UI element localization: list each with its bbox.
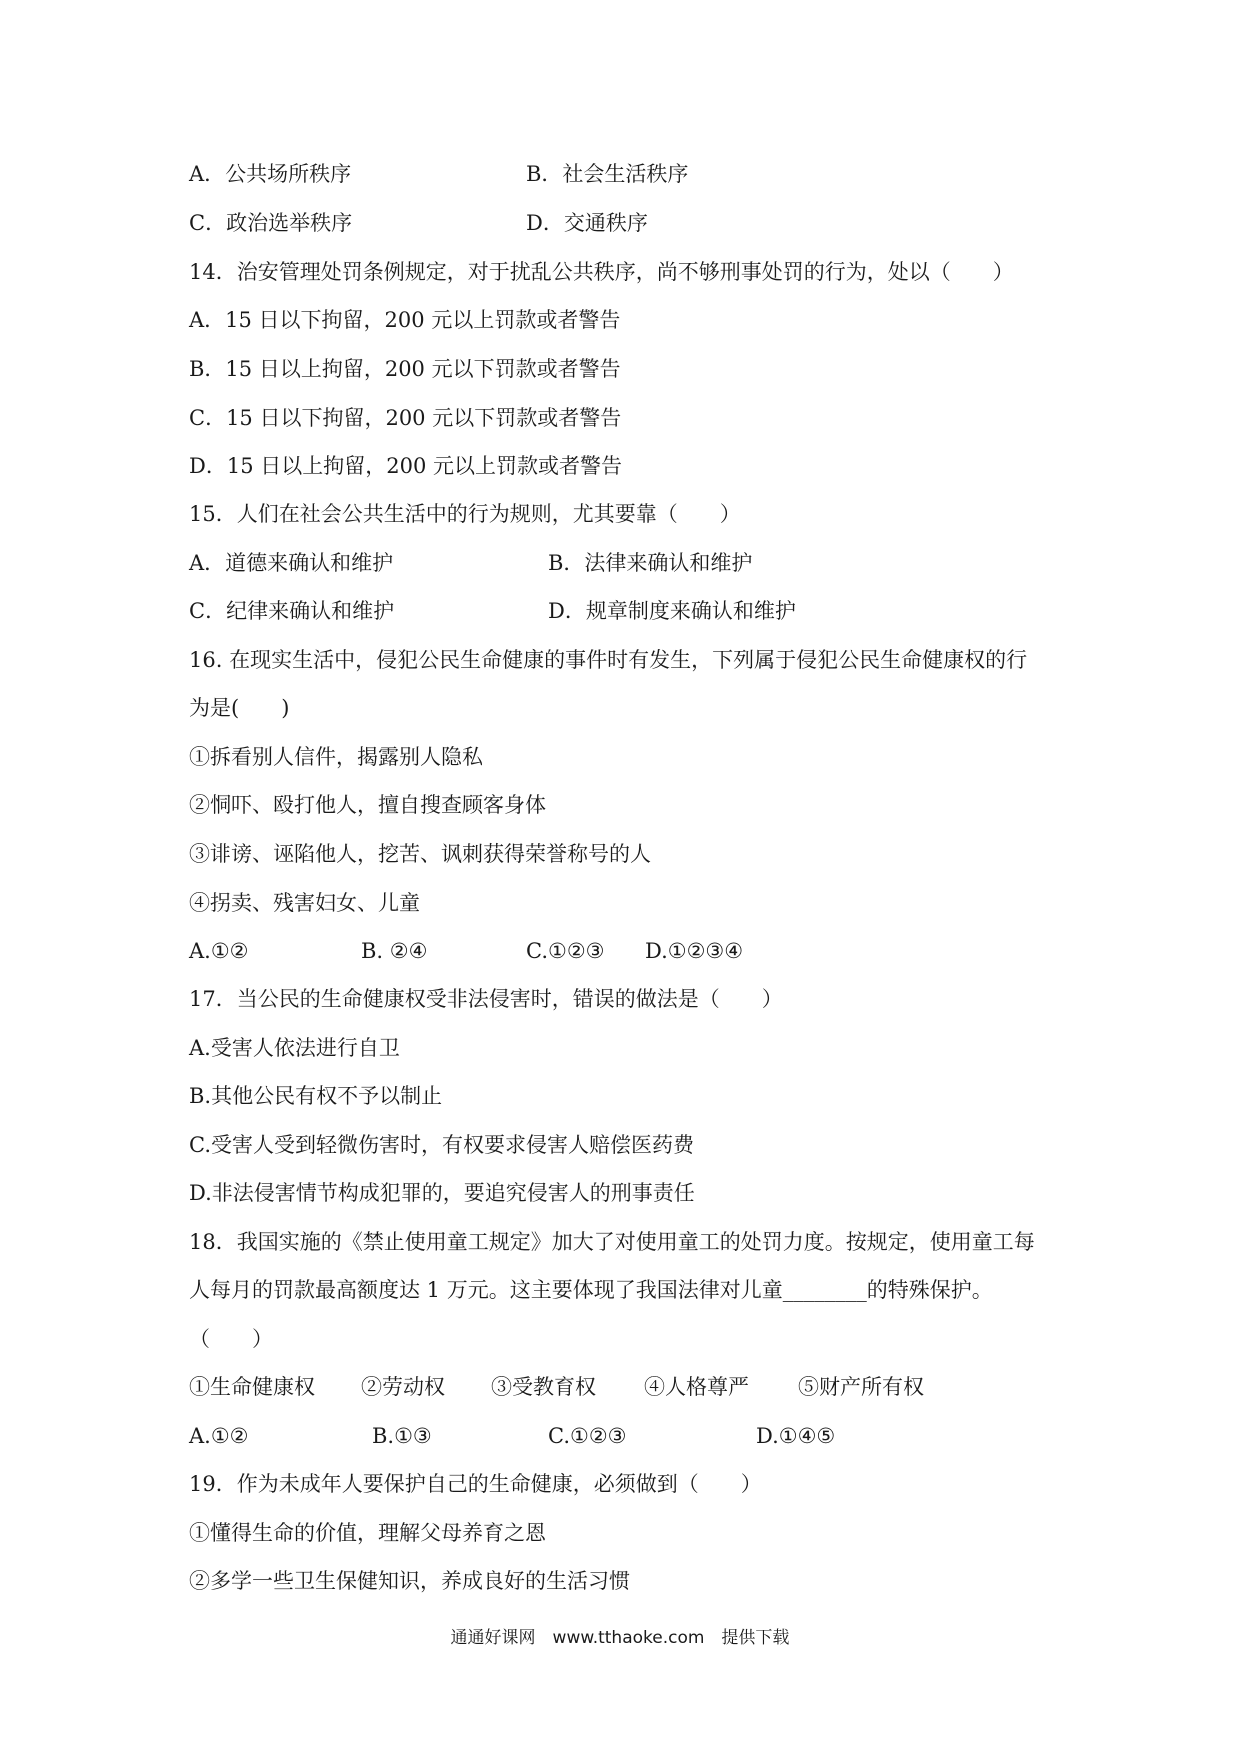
q16-item-1: ①拆看别人信件，揭露别人隐私 bbox=[189, 745, 483, 769]
q16-option-d: D.①②③④ bbox=[645, 939, 744, 963]
q16-option-a: A.①② bbox=[189, 939, 249, 963]
q14-option-b: B．15 日以上拘留，200 元以下罚款或者警告 bbox=[189, 357, 621, 381]
q17-stem: 17．当公民的生命健康权受非法侵害时，错误的做法是（ ） bbox=[189, 987, 783, 1011]
q14-stem: 14．治安管理处罚条例规定，对于扰乱公共秩序，尚不够刑事处罚的行为，处以（ ） bbox=[189, 260, 1014, 284]
q19-stem: 19．作为未成年人要保护自己的生命健康，必须做到（ ） bbox=[189, 1472, 762, 1496]
q18-option-c: C.①②③ bbox=[548, 1424, 627, 1448]
q14-option-d: D．15 日以上拘留，200 元以上罚款或者警告 bbox=[189, 454, 622, 478]
q17-option-b: B.其他公民有权不予以制止 bbox=[189, 1084, 443, 1108]
q17-option-a: A.受害人依法进行自卫 bbox=[189, 1036, 400, 1060]
q16-stem-line-1: 16. 在现实生活中，侵犯公民生命健康的事件时有发生，下列属于侵犯公民生命健康权的行 bbox=[189, 648, 1028, 672]
q16-stem-line-2: 为是( ) bbox=[189, 696, 290, 720]
q16-item-4: ④拐卖、残害妇女、儿童 bbox=[189, 891, 420, 915]
q17-option-c: C.受害人受到轻微伤害时，有权要求侵害人赔偿医药费 bbox=[189, 1133, 694, 1157]
q18-item-5: ⑤财产所有权 bbox=[798, 1375, 924, 1399]
q13-option-d: D．交通秩序 bbox=[526, 211, 648, 235]
q18-stem-line-1: 18．我国实施的《禁止使用童工规定》加大了对使用童工的处罚力度。按规定，使用童工每 bbox=[189, 1230, 1035, 1254]
q13-option-a: A．公共场所秩序 bbox=[189, 162, 352, 186]
q14-option-a: A．15 日以下拘留，200 元以上罚款或者警告 bbox=[189, 308, 621, 332]
q16-item-3: ③诽谤、诬陷他人，挖苦、讽刺获得荣誉称号的人 bbox=[189, 842, 651, 866]
q16-item-2: ②恫吓、殴打他人，擅自搜查顾客身体 bbox=[189, 793, 546, 817]
q18-option-a: A.①② bbox=[189, 1424, 249, 1448]
q15-option-c: C．纪律来确认和维护 bbox=[189, 599, 395, 623]
q18-option-d: D.①④⑤ bbox=[756, 1424, 836, 1448]
q18-item-1: ①生命健康权 bbox=[189, 1375, 315, 1399]
q18-stem-line-3: （ ） bbox=[189, 1327, 273, 1351]
q19-item-1: ①懂得生命的价值，理解父母养育之恩 bbox=[189, 1521, 546, 1545]
q15-option-b: B．法律来确认和维护 bbox=[548, 551, 753, 575]
q15-option-d: D．规章制度来确认和维护 bbox=[548, 599, 796, 623]
q19-item-2: ②多学一些卫生保健知识，养成良好的生活习惯 bbox=[189, 1569, 630, 1593]
q18-item-2: ②劳动权 bbox=[361, 1375, 445, 1399]
q13-option-b: B．社会生活秩序 bbox=[526, 162, 689, 186]
q14-option-c: C．15 日以下拘留，200 元以下罚款或者警告 bbox=[189, 406, 622, 430]
q13-option-c: C．政治选举秩序 bbox=[189, 211, 353, 235]
q15-stem: 15．人们在社会公共生活中的行为规则，尤其要靠（ ） bbox=[189, 502, 741, 526]
q16-option-b: B. ②④ bbox=[361, 939, 428, 963]
q18-option-b: B.①③ bbox=[372, 1424, 432, 1448]
q17-option-d: D.非法侵害情节构成犯罪的，要追究侵害人的刑事责任 bbox=[189, 1181, 695, 1205]
q16-option-c: C.①②③ bbox=[526, 939, 605, 963]
q18-stem-line-2: 人每月的罚款最高额度达 1 万元。这主要体现了我国法律对儿童________的特殊保护。 bbox=[189, 1278, 993, 1302]
q15-option-a: A．道德来确认和维护 bbox=[189, 551, 394, 575]
page-footer: 通通好课网 www.tthaoke.com 提供下载 bbox=[450, 1628, 790, 1648]
q18-item-4: ④人格尊严 bbox=[644, 1375, 749, 1399]
q18-item-3: ③受教育权 bbox=[491, 1375, 596, 1399]
